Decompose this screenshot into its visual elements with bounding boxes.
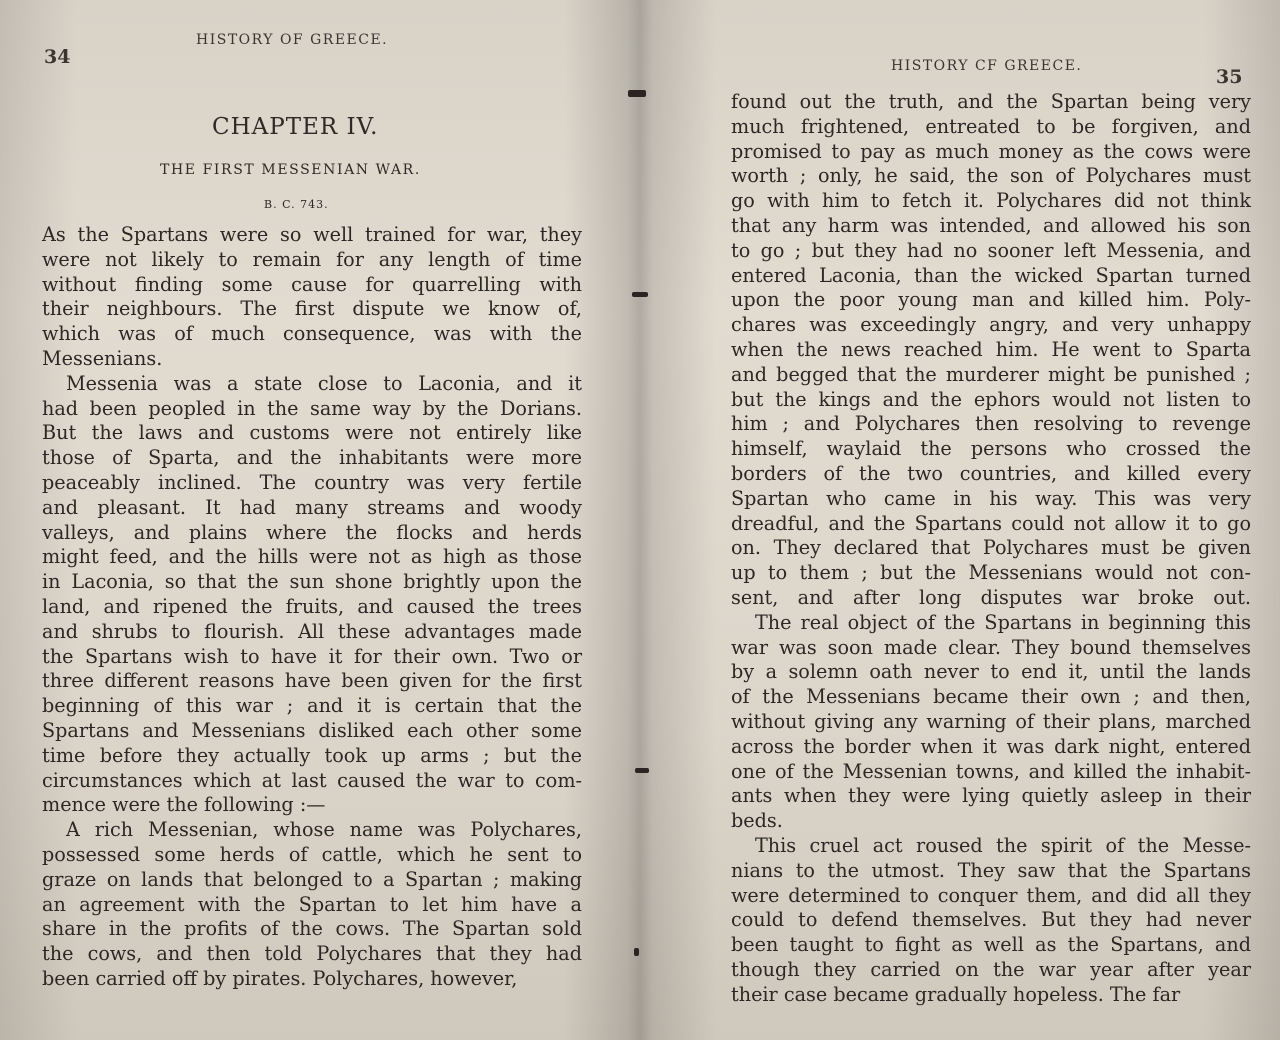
text-line: graze on lands that belonged to a Spartan ; making (42, 867, 582, 891)
running-head: HISTORY CF GREECE. (891, 58, 1083, 74)
text-line: go with him to fetch it. Polychares did not think (731, 189, 1251, 213)
binding-stitch (628, 90, 646, 97)
text-line: Messenia was a state close to Laconia, and it (66, 371, 582, 395)
text-line: beginning of this war ; and it is certain that the (42, 694, 582, 718)
text-line: and pleasant. It had many streams and woody (42, 495, 582, 519)
left-body-text (42, 223, 582, 992)
text-line: upon the poor young man and killed him. Poly- (731, 288, 1251, 312)
text-line: peaceably inclined. The country was very fertile (42, 470, 582, 494)
text-line: up to them ; but the Messenians would not con- (731, 561, 1251, 585)
page-number: 34 (44, 46, 71, 68)
left-page (0, 0, 630, 1040)
text-line: ants when they were lying quietly asleep in their (731, 784, 1251, 808)
page-number: 35 (1216, 66, 1243, 88)
text-line: sent, and after long disputes war broke out. (731, 585, 1251, 609)
text-line: three different reasons have been given for the first (42, 669, 582, 693)
binding-stitch (635, 768, 649, 773)
text-line: without giving any warning of their plans, marched (731, 709, 1251, 733)
text-line: those of Sparta, and the inhabitants were more (42, 446, 582, 470)
text-line: which was of much consequence, was with the (42, 322, 582, 346)
text-line: valleys, and plains where the flocks and herds (42, 520, 582, 544)
text-line: himself, waylaid the persons who crossed the (731, 437, 1251, 461)
text-line: an agreement with the Spartan to let him have a (42, 892, 582, 916)
text-line: on. They declared that Polychares must be given (731, 536, 1251, 560)
text-line: worth ; only, he said, the son of Polychares must (731, 164, 1251, 188)
right-body-text (731, 90, 1251, 1007)
text-line: nians to the utmost. They saw that the Spartans (731, 858, 1251, 882)
text-line: when the news reached him. He went to Sparta (731, 337, 1251, 361)
text-line: one of the Messenian towns, and killed the inhabit- (731, 759, 1251, 783)
text-line: Spartan who came in his way. This was very (731, 486, 1251, 510)
text-line: the Spartans wish to have it for their own. Two or (42, 644, 582, 668)
text-line: borders of the two countries, and killed every (731, 461, 1251, 485)
text-line: him ; and Polychares then resolving to revenge (731, 412, 1251, 436)
text-line: had been peopled in the same way by the Dorians. (42, 396, 582, 420)
text-line: dreadful, and the Spartans could not allow it to go (731, 511, 1251, 535)
text-line: the cows, and then told Polychares that they had (42, 942, 582, 966)
text-line: land, and ripened the fruits, and caused the trees (42, 594, 582, 618)
text-line: The real object of the Spartans in beginning this (755, 610, 1251, 634)
text-line: beds. (731, 809, 783, 833)
text-line: But the laws and customs were not entirely like (42, 421, 582, 445)
text-line: chares was exceedingly angry, and very unhappy (731, 313, 1251, 337)
text-line: mence were the following :— (42, 793, 326, 817)
chapter-title: CHAPTER IV. (212, 114, 379, 140)
chapter-subtitle: THE FIRST MESSENIAN WAR. (160, 162, 421, 178)
text-line: of the Messenians became their own ; and then, (731, 685, 1251, 709)
text-line: without finding some cause for quarrelling with (42, 272, 582, 296)
text-line: found out the truth, and the Spartan being very (731, 90, 1251, 113)
text-line: been carried off by pirates. Polychares, however, (42, 966, 518, 990)
text-line: but the kings and the ephors would not listen to (731, 387, 1251, 411)
text-line: circumstances which at last caused the war to com- (42, 768, 582, 792)
text-line: entered Laconia, than the wicked Spartan turned (731, 263, 1251, 287)
text-line: were determined to conquer them, and did all they (731, 883, 1251, 907)
text-line: in Laconia, so that the sun shone brightly upon the (42, 570, 582, 594)
binding-stitch (634, 948, 639, 956)
text-line: promised to pay as much money as the cows were (731, 139, 1251, 163)
text-line: war was soon made clear. They bound themselves (731, 635, 1251, 659)
text-line: been taught to fight as well as the Spartans, and (731, 933, 1251, 957)
text-line: time before they actually took up arms ; but the (42, 743, 582, 767)
text-line: were not likely to remain for any length of time (42, 247, 582, 271)
text-line: much frightened, entreated to be forgiven, and (731, 114, 1251, 138)
text-line: though they carried on the war year after year (731, 957, 1251, 981)
right-page (650, 0, 1280, 1040)
text-line: and begged that the murderer might be punished ; (731, 362, 1251, 386)
text-line: This cruel act roused the spirit of the Messe- (755, 833, 1251, 857)
text-line: and shrubs to flourish. All these advantages made (42, 619, 582, 643)
text-line: possessed some herds of cattle, which he sent to (42, 842, 582, 866)
running-head: HISTORY OF GREECE. (196, 32, 389, 48)
text-line: across the border when it was dark night, entered (731, 734, 1251, 758)
chapter-date: B. C. 743. (264, 198, 329, 211)
text-line: A rich Messenian, whose name was Polychares, (66, 818, 582, 842)
text-line: their case became gradually hopeless. The far (731, 982, 1181, 1006)
text-line: that any harm was intended, and allowed his son (731, 213, 1251, 237)
text-line: by a solemn oath never to end it, until the lands (731, 660, 1251, 684)
text-line: Spartans and Messenians disliked each other some (42, 718, 582, 742)
text-line: their neighbours. The first dispute we know of, (42, 297, 582, 321)
text-line: Messenians. (42, 346, 163, 370)
text-line: might feed, and the hills were not as high as those (42, 545, 582, 569)
text-line: share in the profits of the cows. The Spartan sold (42, 917, 582, 941)
text-line: could to defend themselves. But they had never (731, 908, 1251, 932)
text-line: As the Spartans were so well trained for war, they (42, 223, 582, 246)
binding-stitch (632, 292, 648, 297)
text-line: to go ; but they had no sooner left Messenia, and (731, 238, 1251, 262)
